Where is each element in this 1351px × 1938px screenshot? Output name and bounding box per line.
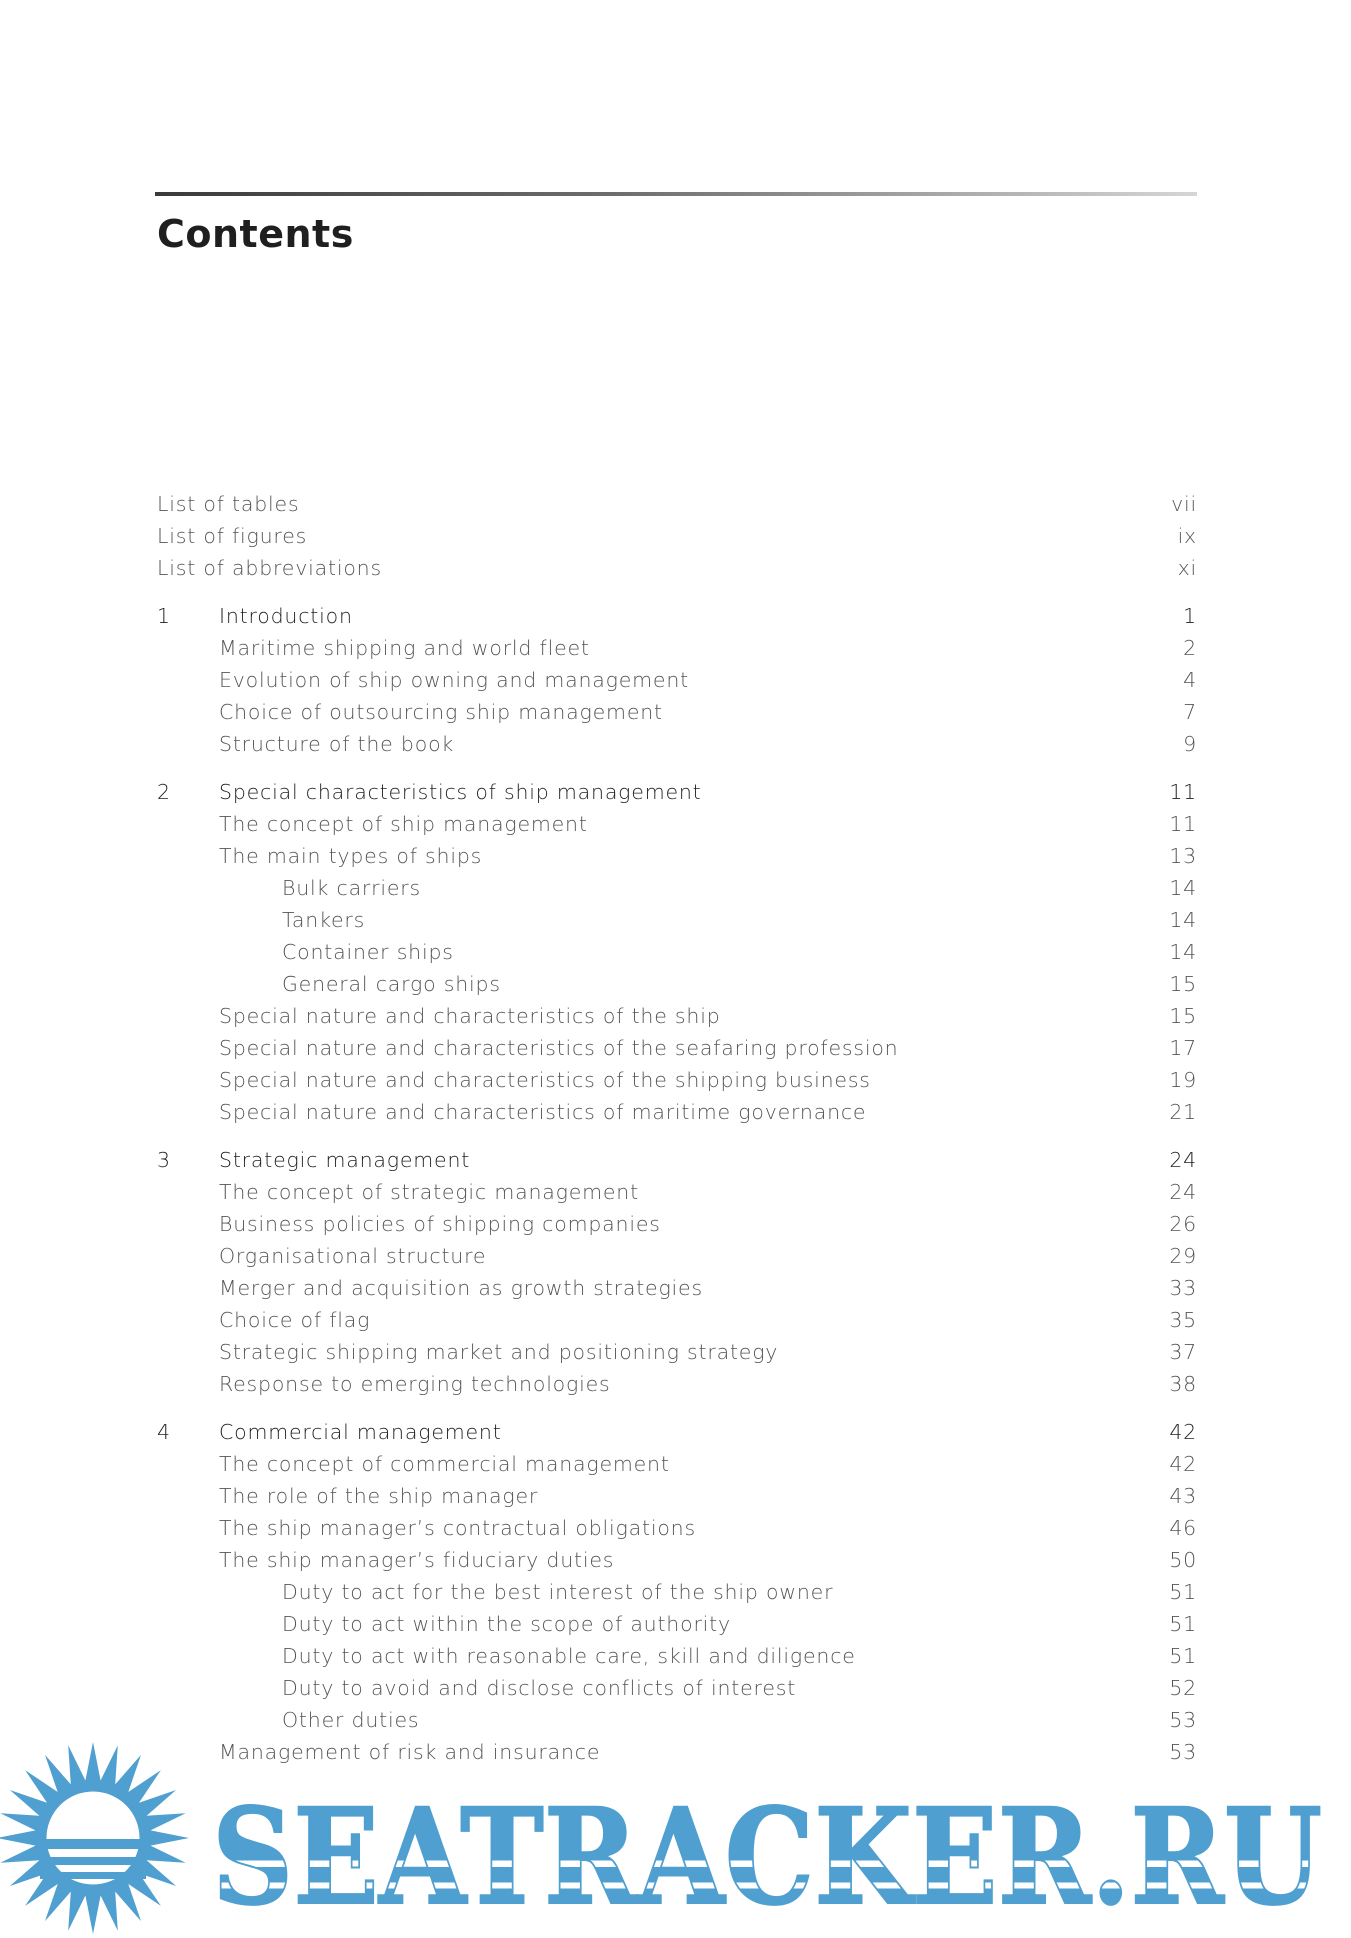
chapter-page: 11 xyxy=(1169,780,1197,804)
toc-entry-label: The concept of strategic management xyxy=(219,1180,639,1204)
toc-entry-label: The ship manager’s fiduciary duties xyxy=(219,1548,615,1572)
toc-entry-label: List of tables xyxy=(157,492,300,516)
toc-entry-page: 51 xyxy=(1169,1644,1197,1668)
toc-entry-label: Tankers xyxy=(282,908,366,932)
toc-entry-label: Special nature and characteristics of the seafaring profession xyxy=(219,1036,899,1060)
toc-entry-page: 24 xyxy=(1169,1180,1197,1204)
toc-entry-page: 15 xyxy=(1169,1004,1197,1028)
watermark-text: SEATRACKER.RU xyxy=(212,1780,1322,1935)
toc-entry[interactable] xyxy=(157,1240,1197,1272)
toc-entry-page: 35 xyxy=(1169,1308,1197,1332)
toc-entry-label: Special nature and characteristics of the shipping business xyxy=(219,1068,871,1092)
toc-entry-label: Structure of the book xyxy=(219,732,455,756)
toc-entry-page: 42 xyxy=(1169,1452,1197,1476)
toc-entry-page: 13 xyxy=(1169,844,1197,868)
toc-entry-page: 11 xyxy=(1169,812,1197,836)
toc-entry[interactable] xyxy=(157,552,1197,584)
toc-entry[interactable] xyxy=(157,1448,1197,1480)
toc-entry-page: vii xyxy=(1171,492,1197,516)
chapter-heading[interactable] xyxy=(157,600,1197,632)
chapter-number: 3 xyxy=(157,1148,171,1172)
toc-entry-label: Other duties xyxy=(282,1708,420,1732)
chapter-number: 1 xyxy=(157,604,171,628)
toc-entry-label: General cargo ships xyxy=(282,972,501,996)
toc-entry-label: Maritime shipping and world fleet xyxy=(219,636,590,660)
chapter-title: Strategic management xyxy=(219,1148,471,1172)
toc-entry-page: 21 xyxy=(1169,1100,1197,1124)
toc-entry-label: Duty to avoid and disclose conflicts of interest xyxy=(282,1676,797,1700)
toc-subentry[interactable] xyxy=(157,872,1197,904)
toc-entry[interactable] xyxy=(157,1336,1197,1368)
chapter-page: 24 xyxy=(1169,1148,1197,1172)
toc-entry-page: 19 xyxy=(1169,1068,1197,1092)
toc-entry-label: Choice of outsourcing ship management xyxy=(219,700,663,724)
page-title: Contents xyxy=(157,212,354,256)
toc-entry[interactable] xyxy=(157,1176,1197,1208)
toc-entry[interactable] xyxy=(157,1000,1197,1032)
sun-icon xyxy=(0,1742,189,1934)
toc-entry-page: 7 xyxy=(1183,700,1197,724)
toc-entry[interactable] xyxy=(157,840,1197,872)
toc-entry-label: Business policies of shipping companies xyxy=(219,1212,661,1236)
chapter-heading[interactable] xyxy=(157,1416,1197,1448)
toc-entry-page: 14 xyxy=(1169,908,1197,932)
chapter-title: Commercial management xyxy=(219,1420,502,1444)
chapter-heading[interactable] xyxy=(157,1144,1197,1176)
toc-entry-label: The ship manager’s contractual obligations xyxy=(219,1516,696,1540)
toc-entry-page: 51 xyxy=(1169,1612,1197,1636)
toc-entry-page: 37 xyxy=(1169,1340,1197,1364)
toc-entry-label: List of abbreviations xyxy=(157,556,382,580)
toc-entry-page: 14 xyxy=(1169,876,1197,900)
toc-subentry[interactable] xyxy=(157,1704,1197,1736)
toc-entry[interactable] xyxy=(157,1544,1197,1576)
toc-entry-label: List of figures xyxy=(157,524,308,548)
toc-entry-page: 2 xyxy=(1183,636,1197,660)
toc-entry-label: The concept of commercial management xyxy=(219,1452,670,1476)
toc-entry[interactable] xyxy=(157,1032,1197,1064)
toc-entry-page: 50 xyxy=(1169,1548,1197,1572)
top-rule xyxy=(155,192,1197,196)
toc-entry-label: The role of the ship manager xyxy=(219,1484,539,1508)
toc-entry[interactable] xyxy=(157,808,1197,840)
toc-entry-page: 14 xyxy=(1169,940,1197,964)
toc-entry-page: 43 xyxy=(1169,1484,1197,1508)
toc-subentry[interactable] xyxy=(157,904,1197,936)
toc-entry-page: 52 xyxy=(1169,1676,1197,1700)
chapter-title: Special characteristics of ship management xyxy=(219,780,702,804)
toc-entry[interactable] xyxy=(157,664,1197,696)
toc-entry-page: 53 xyxy=(1169,1740,1197,1764)
toc-entry-page: 46 xyxy=(1169,1516,1197,1540)
toc-entry-label: Duty to act within the scope of authority xyxy=(282,1612,731,1636)
toc-entry-label: The concept of ship management xyxy=(219,812,588,836)
toc-entry[interactable] xyxy=(157,1064,1197,1096)
chapter-heading[interactable] xyxy=(157,776,1197,808)
toc-entry-label: Container ships xyxy=(282,940,454,964)
chapter-number: 4 xyxy=(157,1420,171,1444)
toc-entry-label: Management of risk and insurance xyxy=(219,1740,601,1764)
toc-entry-page: 53 xyxy=(1169,1708,1197,1732)
toc-entry-label: Organisational structure xyxy=(219,1244,487,1268)
toc-entry-page: 26 xyxy=(1169,1212,1197,1236)
toc-entry-label: Choice of flag xyxy=(219,1308,371,1332)
chapter-title: Introduction xyxy=(219,604,353,628)
toc-entry-label: Evolution of ship owning and management xyxy=(219,668,689,692)
toc-entry-page: 4 xyxy=(1183,668,1197,692)
toc-entry-page: 15 xyxy=(1169,972,1197,996)
toc-entry-label: Merger and acquisition as growth strategies xyxy=(219,1276,703,1300)
toc-entry-label: Duty to act with reasonable care, skill and diligence xyxy=(282,1644,856,1668)
toc-entry-page: ix xyxy=(1177,524,1197,548)
toc-subentry[interactable] xyxy=(157,968,1197,1000)
chapter-page: 42 xyxy=(1169,1420,1197,1444)
toc-entry-label: Response to emerging technologies xyxy=(219,1372,611,1396)
toc-entry[interactable] xyxy=(157,488,1197,520)
toc-subentry[interactable] xyxy=(157,1672,1197,1704)
toc-entry-page: 33 xyxy=(1169,1276,1197,1300)
toc-entry[interactable] xyxy=(157,632,1197,664)
toc-entry[interactable] xyxy=(157,1208,1197,1240)
table-of-contents xyxy=(157,488,1197,1768)
toc-entry[interactable] xyxy=(157,1304,1197,1336)
toc-entry-page: 51 xyxy=(1169,1580,1197,1604)
chapter-page: 1 xyxy=(1183,604,1197,628)
toc-entry[interactable] xyxy=(157,1480,1197,1512)
toc-entry-label: Special nature and characteristics of the ship xyxy=(219,1004,721,1028)
toc-subentry[interactable] xyxy=(157,1608,1197,1640)
toc-entry-label: Strategic shipping market and positioning strategy xyxy=(219,1340,779,1364)
toc-subentry[interactable] xyxy=(157,1640,1197,1672)
toc-entry-label: Bulk carriers xyxy=(282,876,422,900)
chapter-number: 2 xyxy=(157,780,171,804)
toc-entry[interactable] xyxy=(157,696,1197,728)
toc-entry-page: 29 xyxy=(1169,1244,1197,1268)
toc-entry[interactable] xyxy=(157,1368,1197,1400)
toc-entry-label: The main types of ships xyxy=(219,844,483,868)
toc-entry[interactable] xyxy=(157,520,1197,552)
toc-entry[interactable] xyxy=(157,1272,1197,1304)
seatracker-watermark-logo xyxy=(0,1735,1351,1938)
toc-entry-page: 17 xyxy=(1169,1036,1197,1060)
toc-entry-page: 38 xyxy=(1169,1372,1197,1396)
toc-entry-label: Duty to act for the best interest of the ship owner xyxy=(282,1580,834,1604)
toc-entry-page: xi xyxy=(1177,556,1197,580)
toc-subentry[interactable] xyxy=(157,936,1197,968)
toc-entry[interactable] xyxy=(157,1096,1197,1128)
toc-subentry[interactable] xyxy=(157,1576,1197,1608)
toc-entry[interactable] xyxy=(157,1512,1197,1544)
toc-entry[interactable] xyxy=(157,728,1197,760)
toc-entry-page: 9 xyxy=(1183,732,1197,756)
toc-entry-label: Special nature and characteristics of maritime governance xyxy=(219,1100,867,1124)
